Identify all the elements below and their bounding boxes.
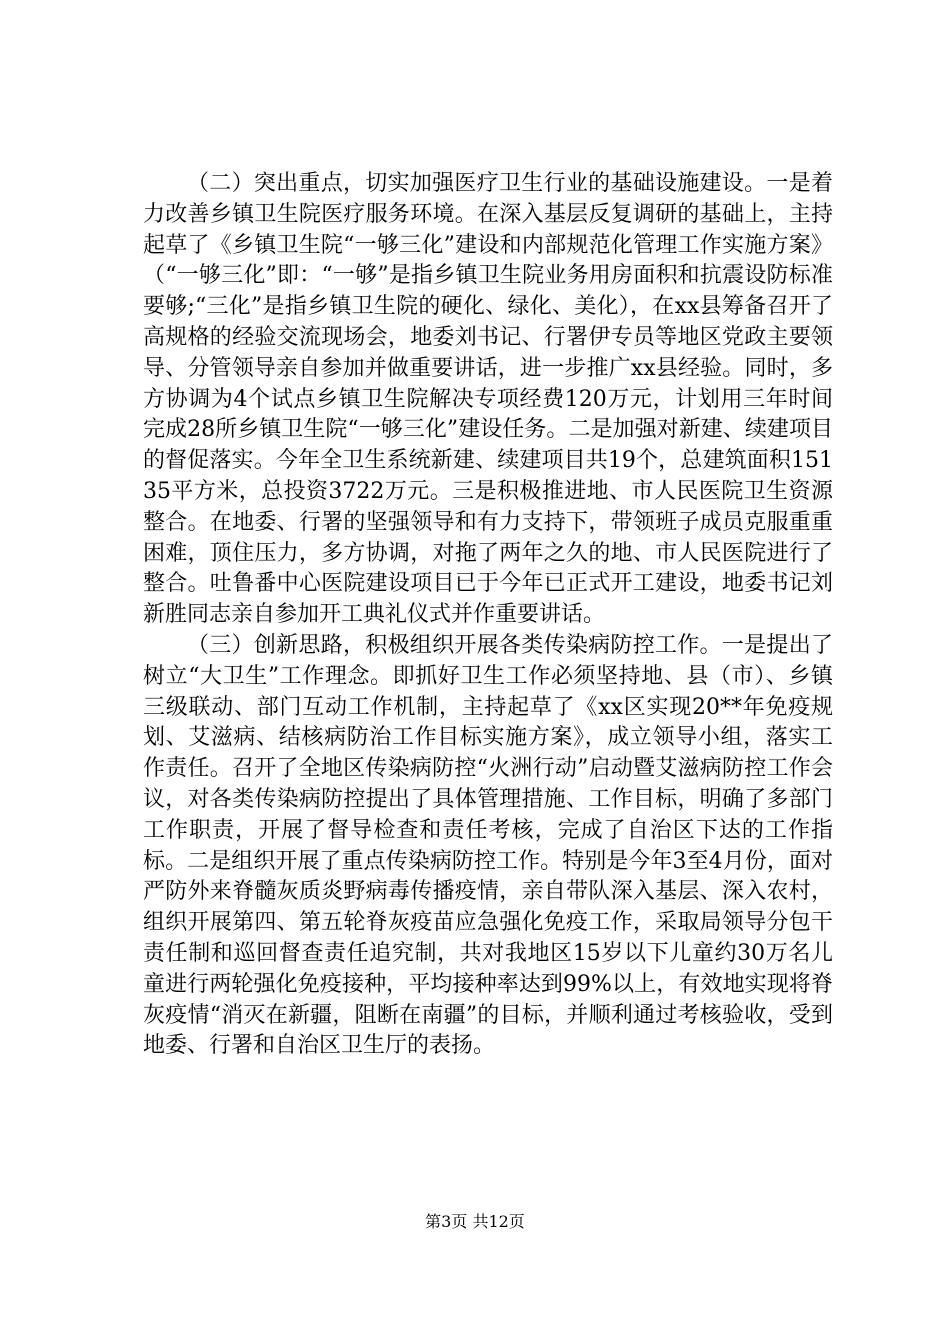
paragraph-infrastructure: （二）突出重点，切实加强医疗卫生行业的基础设施建设。一是着力改善乡镇卫生院医疗服务环境。在深入基层反复调研的基础上，主持起草了《乡镇卫生院“一够三化”建设和内部规范化管理工作实施方案》（“一够三化”即：“一够”是指乡镇卫生院业务用房面积和抗震设防标准要够;“三化”是指乡镇卫生院的硬化、绿化、美化），在xx县筹备召开了高规格的经验交流现场会，地委刘书记、行署伊专员等地区党政主要领导、分管领导亲自参加并做重要讲话，进一步推广xx县经验。同时，多方协调为4个试点乡镇卫生院解决专项经费120万元，计划用三年时间完成28所乡镇卫生院“一够三化”建设任务。二是加强对新建、续建项目的督促落实。今年全卫生系统新建、续建项目共19个，总建筑面积15135平方米，总投资3722万元。三是积极推进地、市人民医院卫生资源整合。在地委、行署的坚强领导和有力支持下，带领班子成员克服重重困难，顶住压力，多方协调，对拖了两年之久的地、市人民医院进行了整合。吐鲁番中心医院建设项目已于今年已正式开工建设，地委书记刘新胜同志亲自参加开工典礼仪式并作重要讲话。: [143, 171, 833, 628]
document-body: [143, 169, 833, 1062]
page-number: 第3页 共12页: [425, 1212, 525, 1231]
page-footer: [0, 1212, 950, 1232]
paragraph-disease-control: （三）创新思路，积极组织开展各类传染病防控工作。一是提出了树立“大卫生”工作理念。即抓好卫生工作必须坚持地、县（市）、乡镇三级联动、部门互动工作机制，主持起草了《xx区实现20**年免疫规划、艾滋病、结核病防治工作目标实施方案》，成立领导小组，落实工作责任。召开了全地区传染病防控“火洲行动”启动暨艾滋病防控工作会议，对各类传染病防控提出了具体管理措施、工作目标，明确了多部门工作职责，开展了督导检查和责任考核，完成了自治区下达的工作指标。二是组织开展了重点传染病防控工作。特别是今年3至4月份，面对严防外来脊髓灰质炎野病毒传播疫情，亲自带队深入基层、深入农村，组织开展第四、第五轮脊灰疫苗应急强化免疫工作，采取局领导分包干责任制和巡回督查责任追究制，共对我地区15岁以下儿童约30万名儿童进行两轮强化免疫接种，平均接种率达到99%以上，有效地实现将脊灰疫情“消灭在新疆，阻断在南疆”的目标，并顺利通过考核验收，受到地委、行署和自治区卫生厅的表扬。: [143, 632, 833, 1059]
